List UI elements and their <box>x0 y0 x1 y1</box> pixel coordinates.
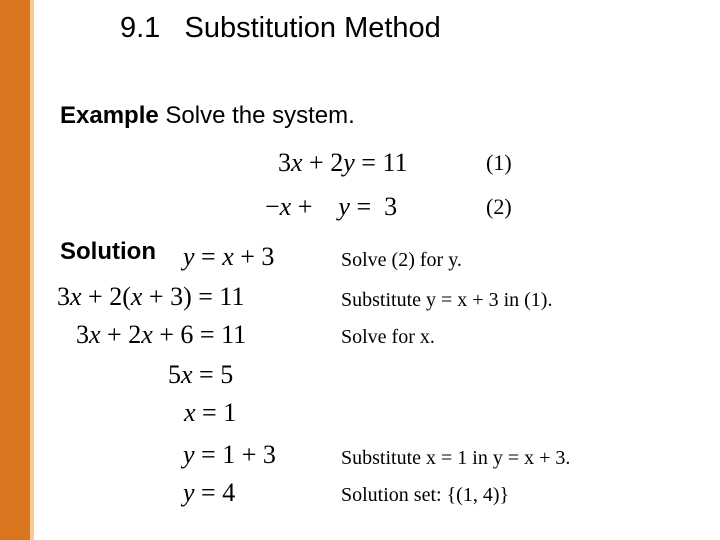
slide-title: 9.1 Substitution Method <box>120 12 441 44</box>
solution-label: Solution <box>60 238 156 265</box>
step-expression: y = 1 + 3 <box>183 440 276 469</box>
equation-number-1: (1) <box>486 150 512 175</box>
step-expression: 5x = 5 <box>168 360 234 389</box>
step-note: Substitute x = 1 in y = x + 3. <box>341 447 571 469</box>
example-heading <box>60 102 355 130</box>
example-label: Example <box>60 102 159 129</box>
step-expression: x = 1 <box>184 398 237 427</box>
step-note: Solve for x. <box>341 326 435 348</box>
step-note: Solve (2) for y. <box>341 249 462 271</box>
step-expression: y = 4 <box>183 478 236 507</box>
step-expression: 3x + 2(x + 3) = 11 <box>57 282 245 311</box>
step-expression: 3x + 2x + 6 = 11 <box>76 320 247 349</box>
accent-bar-light <box>30 0 34 540</box>
system-equation-1: 3x + 2y = 11 <box>278 148 408 177</box>
example-text: Solve the system. <box>158 102 355 129</box>
step-expression: y = x + 3 <box>183 242 275 271</box>
step-note: Solution set: {(1, 4)} <box>341 484 510 506</box>
equation-number-2: (2) <box>486 194 512 219</box>
step-note: Substitute y = x + 3 in (1). <box>341 289 553 311</box>
accent-bar <box>0 0 30 540</box>
system-equation-2: −x + y = 3 <box>265 192 398 221</box>
